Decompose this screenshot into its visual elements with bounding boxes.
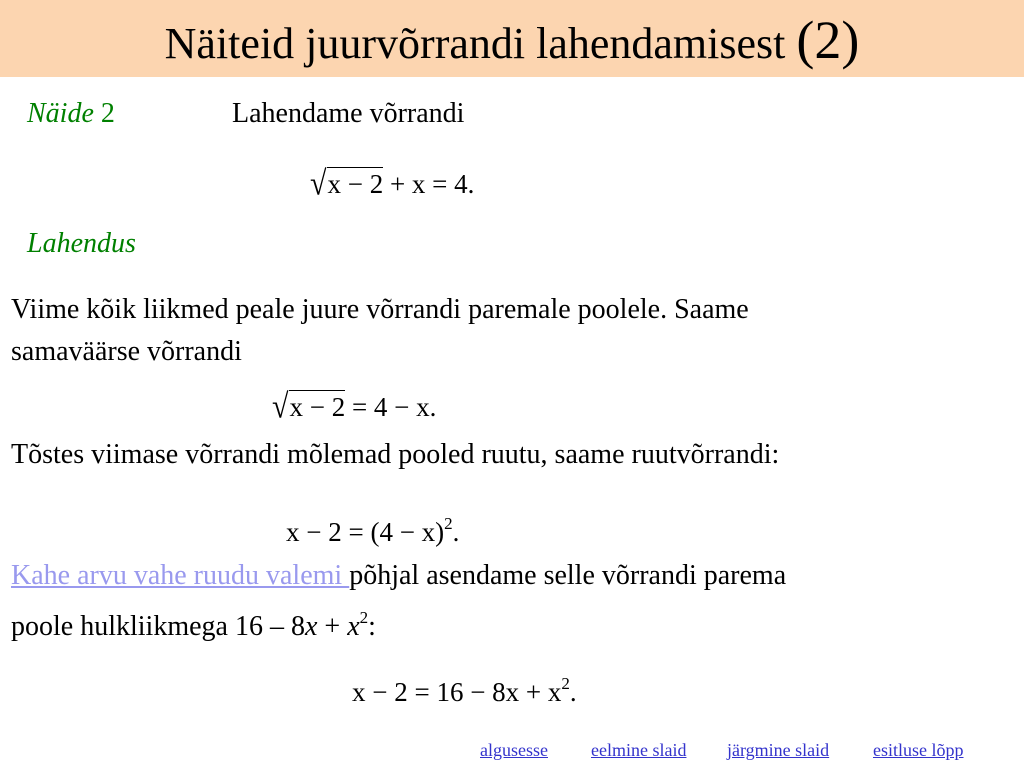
formula-link[interactable]: Kahe arvu vahe ruudu valemi xyxy=(11,560,350,591)
paragraph-3-text: põhjal asendame selle võrrandi parema xyxy=(349,560,787,591)
poly-x: x xyxy=(304,611,318,642)
equation-end: . xyxy=(452,517,460,547)
paragraph-3-line-1 xyxy=(11,558,786,594)
equation-3 xyxy=(286,507,459,549)
sqrt-sign: √ xyxy=(272,387,289,426)
paragraph-3-line-2 xyxy=(11,600,376,645)
equation-lhs: x − 2 = 16 − 8x + x xyxy=(352,677,562,707)
sqrt-sign: √ xyxy=(310,164,327,203)
nav-end-link[interactable] xyxy=(873,739,964,761)
nav-next-link[interactable] xyxy=(727,739,829,761)
poly-x2: x xyxy=(347,611,360,642)
nav-prev-text[interactable]: eelmine slaid xyxy=(591,740,687,760)
nav-home-link[interactable] xyxy=(480,739,548,761)
nav-next-text[interactable]: järgmine slaid xyxy=(727,740,830,760)
example-label xyxy=(27,96,115,132)
slide-title-text: Näiteid juurvõrrandi lahendamisest xyxy=(164,19,786,68)
exponent: 2 xyxy=(561,674,570,693)
exponent: 2 xyxy=(444,514,453,533)
slide-title xyxy=(0,10,1024,70)
radicand: x − 2 xyxy=(327,169,384,199)
equation-2 xyxy=(272,387,437,426)
radicand: x − 2 xyxy=(289,392,346,422)
poly-plus: + xyxy=(317,611,348,642)
poly-exponent: 2 xyxy=(359,608,369,627)
example-intro: Lahendame võrrandi xyxy=(232,98,465,129)
equation-lhs: x − 2 = (4 − x) xyxy=(286,517,445,547)
equation-1 xyxy=(310,164,475,203)
slide-title-number: (2) xyxy=(796,10,860,70)
poly-colon: : xyxy=(368,611,376,642)
example-number: 2 xyxy=(100,98,115,129)
example-word: Näide xyxy=(27,98,94,129)
paragraph-1-line-2: samaväärse võrrandi xyxy=(11,336,242,367)
equation-rest: = 4 − x. xyxy=(345,392,437,422)
equation-end: . xyxy=(569,677,577,707)
nav-prev-link[interactable] xyxy=(591,739,686,761)
paragraph-1-line-1: Viime kõik liikmed peale juure võrrandi paremale poolele. Saame xyxy=(11,294,749,325)
solution-heading: Lahendus xyxy=(27,228,136,259)
nav-home-text[interactable]: algusesse xyxy=(480,740,548,760)
equation-4 xyxy=(352,667,577,709)
poly-text: poole hulkliikmega 16 – 8 xyxy=(11,611,305,642)
paragraph-2: Tõstes viimase võrrandi mõlemad pooled ruutu, saame ruutvõrrandi: xyxy=(11,439,780,470)
nav-end-text[interactable]: esitluse lõpp xyxy=(873,740,964,760)
equation-rest: + x = 4. xyxy=(383,169,475,199)
